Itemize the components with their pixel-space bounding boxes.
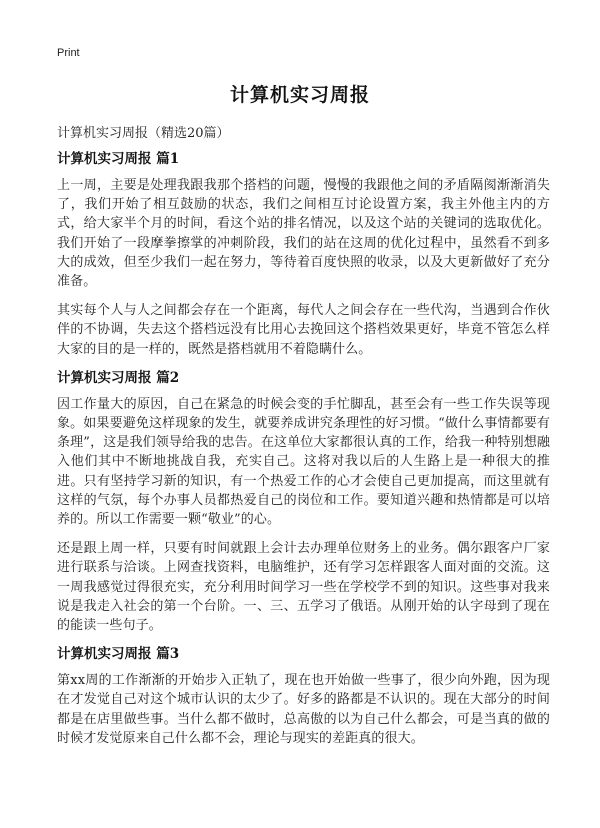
section-3	[57, 645, 550, 748]
paragraph: 第xx周的工作渐渐的开始步入正轨了，现在也开始做一些事了，很少向外跑，因为现在才发觉自己对这个城市认识的太少了。好多的路都是不认识的。现在大部分的时间都是在店里做些事。当什么都不做时，总高傲的以为自己什么都会，可是当真的做的时候才发觉原来自己什么都不会，理论与现实的差距真的很大。	[57, 673, 550, 746]
document-body	[57, 150, 550, 758]
print-link[interactable]: Print	[57, 47, 80, 59]
section-heading: 计算机实习周报 篇3	[57, 646, 180, 663]
section-1	[57, 150, 550, 359]
paragraph: 因工作量大的原因，自己在紧急的时候会变的手忙脚乱，甚至会有一些工作失误等现象。如果要避免这样现象的发生，就要养成讲究条理性的好习惯。“做什么事情都要有条理”，这是我们领导给我的忠告。在这单位大家都很认真的工作，给我一种特别想融入他们其中不断地挑战自我，充实自己。这将对我以后的人生路上是一种很大的推进。只有坚持学习新的知识，有一个热爱工作的心才会使自己更加提高，而这里就有这样的气氛，每个办事人员都热爱自己的岗位和工作。要知道兴趣和热情都是可以培养的。所以工作需要一颗“敬业”的心。	[57, 396, 550, 528]
document-subtitle: 计算机实习周报（精选20篇）	[57, 126, 230, 141]
paragraph: 其实每个人与人之间都会存在一个距离，每代人之间会存在一些代沟，当遇到合作伙伴的不协调，失去这个搭档远没有比用心去挽回这个搭档效果更好，毕竟不管怎么样大家的目的是一样的，既然是搭档就用不着隐瞒什么。	[57, 303, 550, 357]
page-title: 计算机实习周报	[229, 84, 370, 106]
section-heading: 计算机实习周报 篇1	[57, 151, 180, 167]
section-heading: 计算机实习周报 篇2	[57, 369, 180, 386]
paragraph: 上一周，主要是处理我跟我那个搭档的问题，慢慢的我跟他之间的矛盾隔阂渐渐消失了，我们开始了相互鼓励的状态，我们之间相互讨论设置方案，我主外他主内的方式，给大家半个月的时间，看这个站的排名情况，以及这个站的关键词的选取优化。我们开始了一段摩拳擦掌的冲刺阶段，我们的站在这周的优化过程中，虽然看不到多大的成效，但至少我们一起在努力，等待着百度快照的收录，以及大更新做好了充分准备。	[57, 178, 550, 290]
section-2	[57, 369, 550, 635]
paragraph: 还是跟上周一样，只要有时间就跟上会计去办理单位财务上的业务。偶尔跟客户厂家进行联系与洽谈。上网查找资料，电脑维护，还有学习怎样跟客人面对面的交流。这一周我感觉过得很充实，充分利用时间学习一些在学校学不到的知识。这些事对我来说是我走入社会的第一个台阶。一、三、五学习了俄语。从刚开始的认字母到了现在的能读一些句子。	[57, 541, 550, 634]
